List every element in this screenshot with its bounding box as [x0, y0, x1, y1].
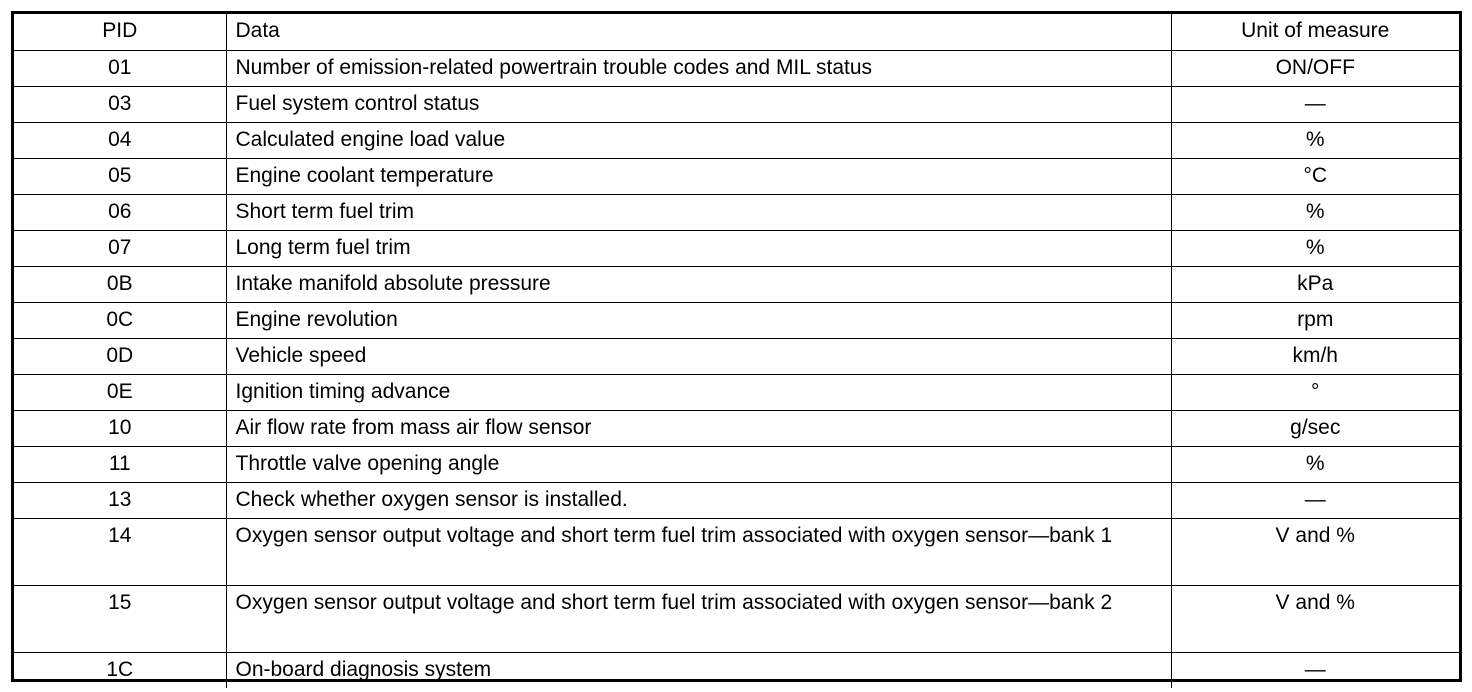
- unit-cell: %: [1171, 230, 1459, 266]
- pid-cell: 04: [14, 122, 226, 158]
- data-cell: On-board diagnosis system: [226, 652, 1171, 688]
- pid-cell: 01: [14, 50, 226, 86]
- header-data: Data: [226, 14, 1171, 50]
- data-cell: Long term fuel trim: [226, 230, 1171, 266]
- pid-cell: 0D: [14, 338, 226, 374]
- pid-cell: 14: [14, 518, 226, 585]
- table-row: [14, 338, 1459, 374]
- pid-cell: 1C: [14, 652, 226, 688]
- pid-cell: 07: [14, 230, 226, 266]
- pid-cell: 15: [14, 585, 226, 652]
- pid-cell: 06: [14, 194, 226, 230]
- table-row: [14, 482, 1459, 518]
- unit-cell: V and %: [1171, 585, 1459, 652]
- pid-cell: 0C: [14, 302, 226, 338]
- unit-cell: rpm: [1171, 302, 1459, 338]
- table-row: [14, 652, 1459, 688]
- data-cell: Oxygen sensor output voltage and short term fuel trim associated with oxygen sensor—bank 2: [226, 585, 1171, 652]
- table-row: [14, 266, 1459, 302]
- pid-cell: 0E: [14, 374, 226, 410]
- table-row: [14, 230, 1459, 266]
- unit-cell: kPa: [1171, 266, 1459, 302]
- data-cell: Air flow rate from mass air flow sensor: [226, 410, 1171, 446]
- data-cell: Fuel system control status: [226, 86, 1171, 122]
- data-cell: Check whether oxygen sensor is installed.: [226, 482, 1171, 518]
- header-unit: Unit of measure: [1171, 14, 1459, 50]
- pid-cell: 11: [14, 446, 226, 482]
- pid-cell: 0B: [14, 266, 226, 302]
- table-row: [14, 86, 1459, 122]
- pid-cell: 10: [14, 410, 226, 446]
- table-row: [14, 194, 1459, 230]
- unit-cell: —: [1171, 482, 1459, 518]
- table-row: [14, 302, 1459, 338]
- data-cell: Engine coolant temperature: [226, 158, 1171, 194]
- header-pid: PID: [14, 14, 226, 50]
- data-cell: Ignition timing advance: [226, 374, 1171, 410]
- pid-cell: 03: [14, 86, 226, 122]
- table-row: [14, 50, 1459, 86]
- data-cell: Throttle valve opening angle: [226, 446, 1171, 482]
- unit-cell: V and %: [1171, 518, 1459, 585]
- table-row: [14, 410, 1459, 446]
- unit-cell: ON/OFF: [1171, 50, 1459, 86]
- table-row: [14, 446, 1459, 482]
- unit-cell: °C: [1171, 158, 1459, 194]
- unit-cell: %: [1171, 194, 1459, 230]
- data-cell: Engine revolution: [226, 302, 1171, 338]
- data-cell: Intake manifold absolute pressure: [226, 266, 1171, 302]
- unit-cell: km/h: [1171, 338, 1459, 374]
- data-cell: Oxygen sensor output voltage and short term fuel trim associated with oxygen sensor—bank 1: [226, 518, 1171, 585]
- header-row: [14, 14, 1459, 50]
- data-cell: Vehicle speed: [226, 338, 1171, 374]
- data-cell: Calculated engine load value: [226, 122, 1171, 158]
- unit-cell: %: [1171, 122, 1459, 158]
- table-row: [14, 374, 1459, 410]
- unit-cell: —: [1171, 652, 1459, 688]
- pid-table-frame: [11, 11, 1462, 682]
- table-row: [14, 122, 1459, 158]
- pid-table: [14, 14, 1459, 688]
- data-cell: Short term fuel trim: [226, 194, 1171, 230]
- table-row: [14, 585, 1459, 652]
- unit-cell: g/sec: [1171, 410, 1459, 446]
- unit-cell: °: [1171, 374, 1459, 410]
- data-cell: Number of emission-related powertrain trouble codes and MIL status: [226, 50, 1171, 86]
- pid-cell: 13: [14, 482, 226, 518]
- table-row: [14, 158, 1459, 194]
- pid-cell: 05: [14, 158, 226, 194]
- unit-cell: %: [1171, 446, 1459, 482]
- table-row: [14, 518, 1459, 585]
- unit-cell: —: [1171, 86, 1459, 122]
